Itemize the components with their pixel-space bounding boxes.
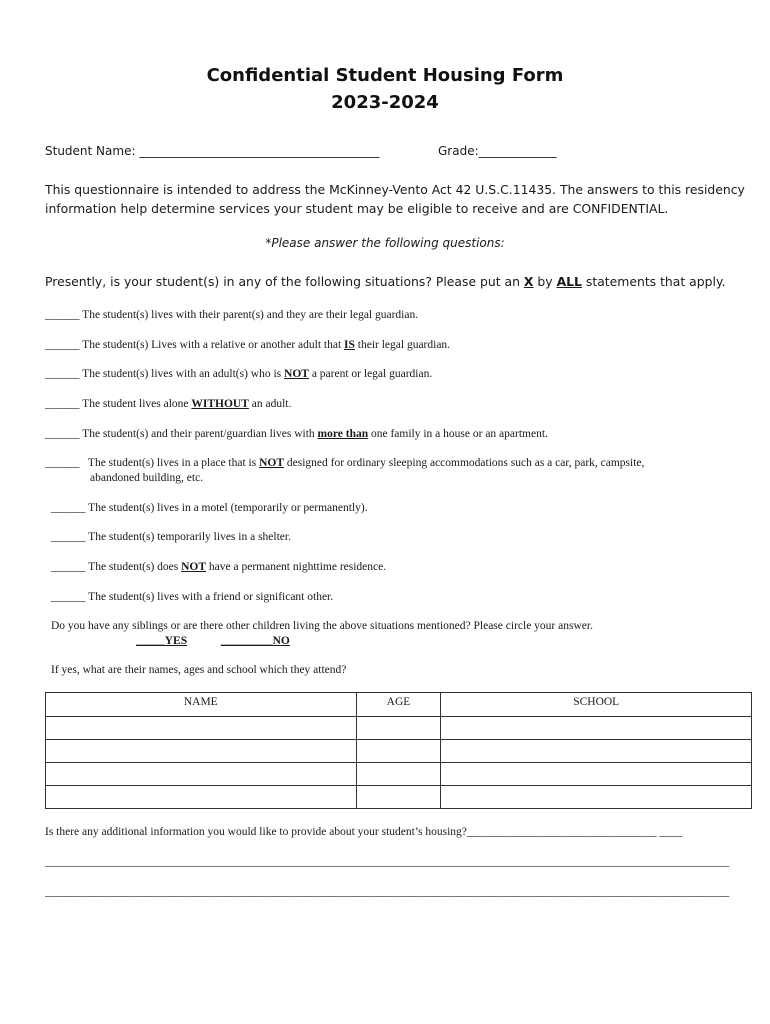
please-answer-instruction: *Please answer the following questions:	[265, 236, 505, 250]
school-cell[interactable]	[441, 786, 752, 809]
age-cell[interactable]	[356, 786, 441, 809]
checkbox-blank[interactable]: ______	[45, 398, 80, 410]
statement-text: The student(s) Lives with a relative or another adult that	[79, 339, 345, 351]
presently-after: statements that apply.	[581, 274, 726, 289]
statement-emphasis: NOT	[284, 368, 309, 380]
statement-item[interactable]	[51, 591, 333, 603]
name-cell[interactable]	[46, 740, 357, 763]
yes-option[interactable]: _____YES	[136, 635, 188, 647]
answer-line[interactable]: _______________________________________________________________________________________________________________________	[45, 856, 730, 868]
statement-item[interactable]	[45, 309, 418, 321]
all-emphasis: ALL	[556, 274, 582, 289]
statement-item[interactable]	[45, 428, 548, 440]
table-header-row	[46, 693, 752, 717]
statement-item[interactable]	[51, 502, 368, 514]
student-name-field[interactable]: Student Name: ________________________________________	[45, 144, 380, 158]
age-cell[interactable]	[356, 717, 441, 740]
name-cell[interactable]	[46, 763, 357, 786]
checkbox-blank[interactable]: ______	[45, 428, 80, 440]
checkbox-blank[interactable]: ______	[51, 561, 86, 573]
statement-emphasis: NOT	[181, 561, 207, 573]
checkbox-blank[interactable]: ______	[45, 309, 80, 321]
statement-text-end: one family in a house or an apartment.	[368, 428, 548, 440]
checkbox-blank[interactable]: ______	[45, 457, 80, 469]
statement-text: The student(s) temporarily lives in a shelter.	[85, 531, 291, 543]
statement-text-end: their legal guardian.	[354, 339, 451, 351]
siblings-question: Do you have any siblings or are there other children living the above situations mentioned? Please circle your answer.	[51, 620, 593, 632]
statement-text: The student lives alone	[79, 398, 192, 410]
x-mark-emphasis: X	[523, 274, 534, 289]
statement-text: The student(s) lives with their parent(s) and they are their legal guardian.	[79, 309, 419, 321]
statement-item[interactable]	[45, 339, 450, 351]
statement-text-end: designed for ordinary sleeping accommodations such as a car, park, campsite,	[284, 457, 645, 469]
additional-info-question[interactable]: Is there any additional information you would like to provide about your student’s housing?_________________________________ ____	[45, 826, 683, 838]
if-yes-prompt: If yes, what are their names, ages and school which they attend?	[51, 664, 347, 676]
statement-item[interactable]	[51, 531, 291, 543]
statement-text: The student(s) does	[85, 561, 182, 573]
statement-emphasis: more than	[317, 428, 369, 440]
presently-by: by	[533, 274, 557, 289]
statement-item[interactable]	[45, 457, 644, 469]
table-row	[46, 717, 752, 740]
statement-text: The student(s) lives in a motel (temporarily or permanently).	[85, 502, 368, 514]
statement-item[interactable]	[51, 561, 386, 573]
school-cell[interactable]	[441, 717, 752, 740]
statement-text: The student(s) lives with an adult(s) who is	[79, 368, 285, 380]
intro-paragraph: This questionnaire is intended to address the McKinney-Vento Act 42 U.S.C.11435. The answers to this residency information help determine services your student may be eligible to receive and are CONFIDENTIAL.	[45, 182, 745, 216]
header-school: SCHOOL	[441, 693, 752, 717]
answer-line[interactable]: _______________________________________________________________________________________________________________________	[45, 886, 730, 898]
name-cell[interactable]	[46, 717, 357, 740]
checkbox-blank[interactable]: ______	[51, 502, 86, 514]
yes-no-choice	[136, 635, 290, 647]
statement-emphasis: NOT	[259, 457, 285, 469]
table-row	[46, 740, 752, 763]
form-title-year: 2023-2024	[331, 92, 439, 113]
table-row	[46, 763, 752, 786]
checkbox-blank[interactable]: ______	[51, 591, 86, 603]
statement-text-end: an adult.	[248, 398, 292, 410]
checkbox-blank[interactable]: ______	[45, 339, 80, 351]
table-row	[46, 786, 752, 809]
name-cell[interactable]	[46, 786, 357, 809]
statement-continuation: abandoned building, etc.	[90, 472, 204, 484]
school-cell[interactable]	[441, 740, 752, 763]
statement-emphasis: IS	[344, 339, 355, 351]
school-cell[interactable]	[441, 763, 752, 786]
statement-text: The student(s) lives with a friend or significant other.	[85, 591, 334, 603]
checkbox-blank[interactable]: ______	[51, 531, 86, 543]
header-name: NAME	[46, 693, 357, 717]
statement-item[interactable]	[45, 398, 291, 410]
checkbox-blank[interactable]: ______	[45, 368, 80, 380]
statement-item[interactable]	[45, 368, 432, 380]
statement-emphasis: WITHOUT	[191, 398, 249, 410]
presently-question	[45, 274, 725, 289]
grade-field[interactable]: Grade:_____________	[438, 144, 557, 158]
form-title-line1: Confidential Student Housing Form	[206, 65, 564, 86]
statement-text: The student(s) lives in a place that is	[79, 457, 260, 469]
no-option[interactable]: _________NO	[220, 635, 290, 647]
siblings-table	[45, 692, 752, 809]
statement-text-end: a parent or legal guardian.	[308, 368, 433, 380]
age-cell[interactable]	[356, 763, 441, 786]
statement-text: The student(s) and their parent/guardian lives with	[79, 428, 318, 440]
form-title	[0, 62, 770, 116]
header-age: AGE	[356, 693, 441, 717]
presently-text: Presently, is your student(s) in any of the following situations? Please put an	[45, 274, 524, 289]
age-cell[interactable]	[356, 740, 441, 763]
statement-text-end: have a permanent nighttime residence.	[206, 561, 387, 573]
